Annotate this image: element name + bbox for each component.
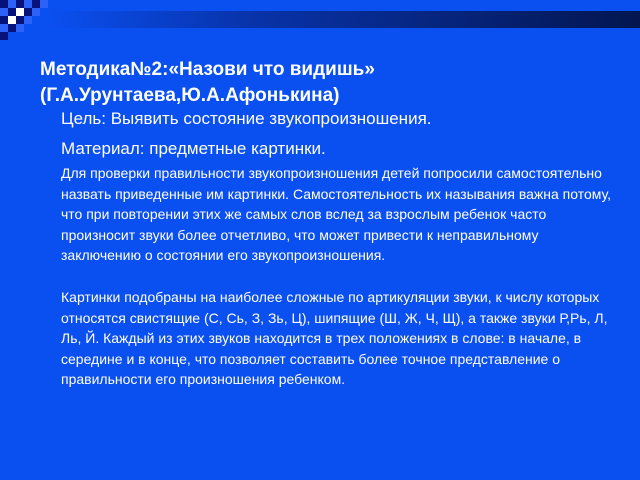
title-line-authors: (Г.А.Урунтаева,Ю.А.Афонькина) xyxy=(40,85,340,106)
title-line-method: Методика№2:«Назови что видишь» xyxy=(40,59,375,80)
corner-squares-pattern xyxy=(0,0,48,40)
slide-title xyxy=(40,57,620,109)
pictures-selection-paragraph: Картинки подобраны на наиболее сложные по артикуляции звуки, к числу которых относятся свистящие (С, Сь, З, Зь, Ц), шипящие (Ш, Ж, Ч, Щ), а также звуки Р,Рь, Л, Ль, Й. Каждый из этих звуков находится в трех положениях в слове: в начале, в середине и в конце, что позволяет составить более точное представление о правильности его произношения ребенком. xyxy=(61,289,608,387)
check-procedure-paragraph: Для проверки правильности звукопроизношения детей попросили самостоятельно назвать приведенные им картинки. Самостоятельность их называния важна потому, что при повторении этих же самых слов вслед за взрослым ребенок часто произносит звуки более отчетливо, что может привести к неправильному заключению о состоянии его звукопроизношения. xyxy=(61,165,612,263)
header-gradient-bar xyxy=(50,11,640,28)
material-paragraph: Материал: предметные картинки. xyxy=(61,139,326,158)
goal-paragraph: Цель: Выявить состояние звукопроизношения. xyxy=(61,109,432,128)
